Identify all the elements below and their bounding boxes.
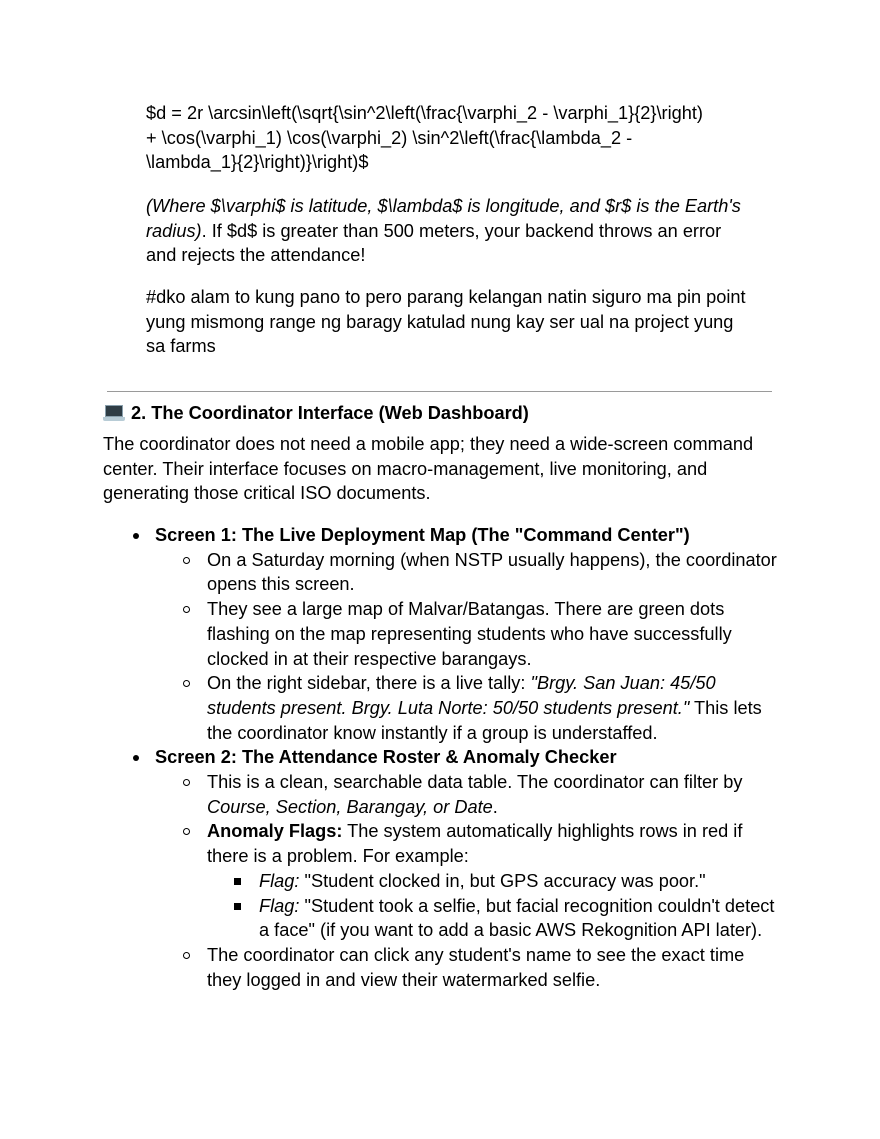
comment-paragraph: #dko alam to kung pano to pero parang kelangan natin siguro ma pin point yung mismong range ng baragy katulad nung kay ser ual na project yung sa farms [146,287,746,357]
section-title: 2. The Coordinator Interface (Web Dashboard) [131,403,529,423]
haversine-formula [146,101,746,175]
list-item: The coordinator can click any student's name to see the exact time they logged in and view their watermarked selfie. [155,943,783,992]
list-item: On the right sidebar, there is a live tally: "Brgy. San Juan: 45/50 students present. Brgy. Luta Norte: 50/50 students present." This lets the coordinator know instantly if a group is understaffed. [155,671,783,745]
formula-note-variables: (Where $\varphi$ is latitude, $\lambda$ is longitude, and $r$ is the Earth's radius) [146,196,741,241]
horizontal-divider [107,391,772,392]
screen-2-title: Screen 2: The Attendance Roster & Anomaly Checker [155,747,617,768]
anomaly-flags-label: Anomaly Flags: [207,821,343,842]
filter-options: Course, Section, Barangay, or Date [207,796,493,817]
screen-1-title: Screen 1: The Live Deployment Map (The "Command Center") [155,525,690,545]
screens-list [103,523,783,992]
section-intro: The coordinator does not need a mobile app; they need a wide-screen command center. Their interface focuses on macro-management, live monitoring, and generating those critical ISO documents. [103,434,754,504]
formula-line: \lambda_1}{2}\right)}\right)$ [146,152,369,173]
formula-note-rule: . If $d$ is greater than 500 meters, your backend throws an error and rejects the attendance! [146,220,722,266]
live-tally-example: "Brgy. San Juan: 45/50 students present. Brgy. Luta Norte: 50/50 students present." [207,673,716,718]
section-heading [103,401,529,425]
list-item-screen-2 [103,745,783,992]
flag-item: Flag: "Student clocked in, but GPS accuracy was poor." [207,869,783,894]
screen-2-details [155,770,783,992]
list-item: On a Saturday morning (when NSTP usually happens), the coordinator opens this screen. [155,548,783,597]
screen-1-details [155,548,783,746]
list-item: They see a large map of Malvar/Batangas. There are green dots flashing on the map representing students who have successfully clocked in at their respective barangays. [155,597,783,671]
list-item: This is a clean, searchable data table. The coordinator can filter by Course, Section, Barangay, or Date. [155,770,783,819]
formula-line: $d = 2r \arcsin\left(\sqrt{\sin^2\left(\frac{\varphi_2 - \varphi_1}{2}\right) [146,103,703,123]
formula-note [146,194,746,268]
list-item: Anomaly Flags: The system automatically highlights rows in red if there is a problem. For example: Flag: "Student clocked in, but GPS accuracy was poor." Flag: "Student took a selfie, but facial recognition couldn't detect a face" (if you want to add a basic AWS Rekognition API later). [155,819,783,943]
formula-line: + \cos(\varphi_1) \cos(\varphi_2) \sin^2\left(\frac{\lambda_2 - [146,127,633,148]
list-item-screen-1 [103,523,783,745]
laptop-icon [103,405,125,421]
flag-examples [207,869,783,943]
flag-item: Flag: "Student took a selfie, but facial recognition couldn't detect a face" (if you want to add a basic AWS Rekognition API later). [207,894,783,943]
